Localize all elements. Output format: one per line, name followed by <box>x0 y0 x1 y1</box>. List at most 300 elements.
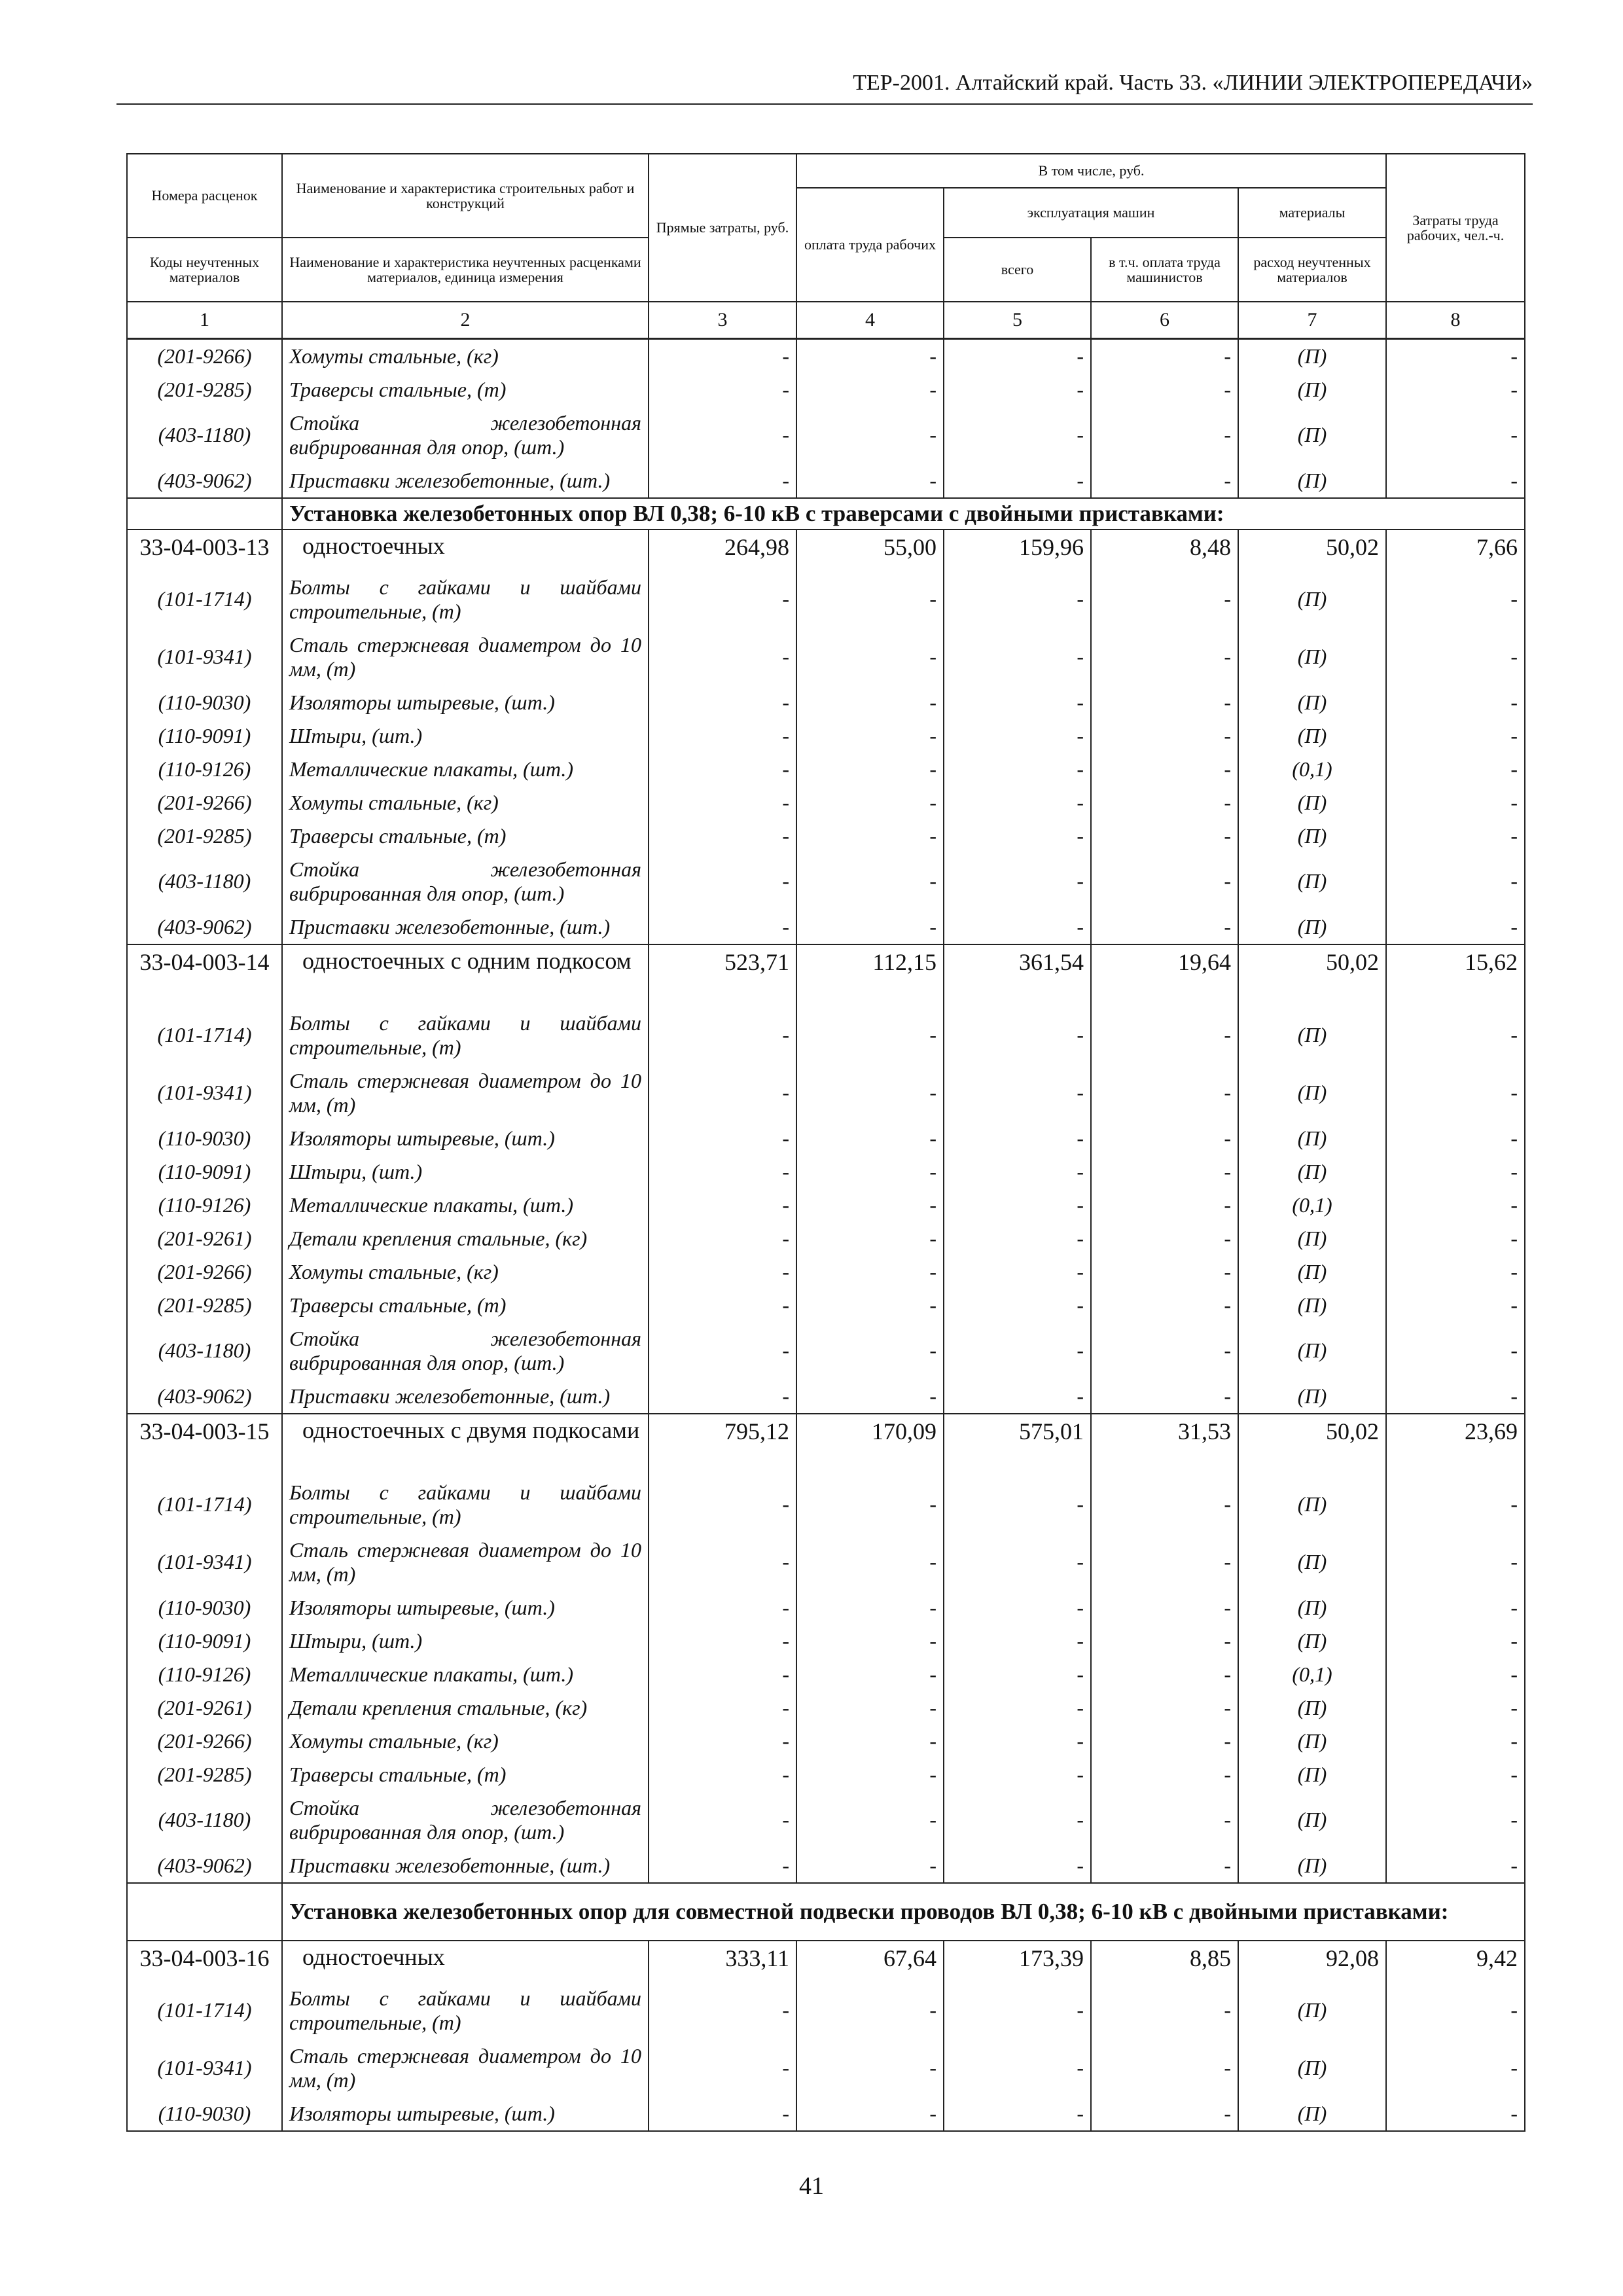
rate-name: одностоечных с одним подкосом <box>282 944 649 1007</box>
material-row <box>127 464 1525 498</box>
rate-code: 33-04-003-14 <box>127 944 282 1007</box>
material-row <box>127 1222 1525 1255</box>
material-code: (101-1714) <box>127 1982 282 2039</box>
value-cell: - <box>1386 686 1525 719</box>
material-row <box>127 686 1525 719</box>
header-divider <box>116 103 1533 105</box>
value-cell: (П) <box>1238 1476 1386 1534</box>
material-code: (101-9341) <box>127 2039 282 2097</box>
material-name: Детали крепления стальные, (кг) <box>282 1691 649 1725</box>
rate-code: 33-04-003-13 <box>127 529 282 571</box>
rate-name: одностоечных <box>282 529 649 571</box>
value-cell: - <box>796 628 944 686</box>
material-code: (201-9285) <box>127 1758 282 1791</box>
material-name: Сталь стержневая диаметром до 10 мм, (т) <box>282 628 649 686</box>
material-name: Приставки железобетонные, (шт.) <box>282 1380 649 1414</box>
material-code: (101-9341) <box>127 628 282 686</box>
header-materials-usage: расход неучтенных материалов <box>1238 238 1386 302</box>
material-row <box>127 571 1525 628</box>
value-cell: 50,02 <box>1238 944 1386 1007</box>
material-name: Стойка железобетонная вибрированная для опор, (шт.) <box>282 853 649 910</box>
value-cell: - <box>796 1591 944 1624</box>
value-cell: 575,01 <box>944 1414 1091 1476</box>
value-cell: - <box>1091 1658 1238 1691</box>
value-cell: 67,64 <box>796 1941 944 1982</box>
header-material-name: Наименование и характеристика неучтенных расценками материалов, единица измерения <box>282 238 649 302</box>
material-name: Изоляторы штыревые, (шт.) <box>282 1591 649 1624</box>
header-rate-numbers: Номера расценок <box>127 154 282 238</box>
value-cell: - <box>1386 1289 1525 1322</box>
value-cell: - <box>796 1849 944 1883</box>
material-name: Изоляторы штыревые, (шт.) <box>282 1122 649 1155</box>
value-cell: - <box>1386 1658 1525 1691</box>
value-cell: 159,96 <box>944 529 1091 571</box>
value-cell: - <box>1386 1189 1525 1222</box>
value-cell: - <box>649 1122 796 1155</box>
value-cell: - <box>649 1222 796 1255</box>
value-cell: - <box>1386 2039 1525 2097</box>
value-cell: - <box>796 1322 944 1380</box>
value-cell: (П) <box>1238 2097 1386 2131</box>
value-cell: - <box>1386 628 1525 686</box>
material-row <box>127 1476 1525 1534</box>
value-cell: - <box>649 1658 796 1691</box>
material-name: Стойка железобетонная вибрированная для опор, (шт.) <box>282 1322 649 1380</box>
value-cell: - <box>1091 406 1238 464</box>
value-cell: - <box>944 719 1091 753</box>
value-cell: - <box>944 819 1091 853</box>
section-spacer <box>127 498 282 529</box>
material-row <box>127 1982 1525 2039</box>
value-cell: - <box>1386 2097 1525 2131</box>
value-cell: (П) <box>1238 1591 1386 1624</box>
value-cell: - <box>796 719 944 753</box>
material-name: Металлические плакаты, (шт.) <box>282 1189 649 1222</box>
material-code: (201-9266) <box>127 339 282 374</box>
value-cell: - <box>944 1849 1091 1883</box>
value-cell: - <box>1091 853 1238 910</box>
value-cell: - <box>1386 1222 1525 1255</box>
material-row <box>127 719 1525 753</box>
material-name: Хомуты стальные, (кг) <box>282 786 649 819</box>
value-cell: 7,66 <box>1386 529 1525 571</box>
value-cell: - <box>649 1591 796 1624</box>
value-cell: - <box>1386 1380 1525 1414</box>
header-machinists-pay: в т.ч. оплата труда машинистов <box>1091 238 1238 302</box>
material-code: (101-1714) <box>127 1007 282 1064</box>
value-cell: (П) <box>1238 628 1386 686</box>
value-cell: - <box>796 339 944 374</box>
value-cell: (П) <box>1238 786 1386 819</box>
value-cell: 112,15 <box>796 944 944 1007</box>
value-cell: - <box>1386 373 1525 406</box>
value-cell: - <box>1091 1189 1238 1222</box>
value-cell: - <box>649 1380 796 1414</box>
value-cell: - <box>1386 1982 1525 2039</box>
value-cell: - <box>1386 1007 1525 1064</box>
material-name: Приставки железобетонные, (шт.) <box>282 910 649 944</box>
value-cell: - <box>1091 373 1238 406</box>
material-row <box>127 1122 1525 1155</box>
material-code: (201-9266) <box>127 786 282 819</box>
column-numbers-row <box>127 302 1525 339</box>
material-row <box>127 1691 1525 1725</box>
value-cell: - <box>1386 1255 1525 1289</box>
value-cell: (П) <box>1238 1289 1386 1322</box>
value-cell: - <box>944 1758 1091 1791</box>
value-cell: 173,39 <box>944 1941 1091 1982</box>
value-cell: (П) <box>1238 1691 1386 1725</box>
value-cell: - <box>649 406 796 464</box>
material-code: (110-9030) <box>127 686 282 719</box>
value-cell: - <box>944 628 1091 686</box>
value-cell: - <box>796 1691 944 1725</box>
value-cell: - <box>796 753 944 786</box>
page-number: 41 <box>799 2172 824 2200</box>
material-row <box>127 1289 1525 1322</box>
value-cell: - <box>796 1380 944 1414</box>
value-cell: - <box>1091 1064 1238 1122</box>
value-cell: (П) <box>1238 686 1386 719</box>
value-cell: - <box>796 1791 944 1849</box>
value-cell: (П) <box>1238 910 1386 944</box>
rate-name: одностоечных с двумя подкосами <box>282 1414 649 1476</box>
header-material-codes: Коды неучтенных материалов <box>127 238 282 302</box>
value-cell: (П) <box>1238 853 1386 910</box>
value-cell: - <box>944 1982 1091 2039</box>
value-cell: - <box>1091 1624 1238 1658</box>
value-cell: - <box>1091 1289 1238 1322</box>
material-name: Траверсы стальные, (т) <box>282 819 649 853</box>
column-number: 6 <box>1091 302 1238 339</box>
value-cell: - <box>1091 719 1238 753</box>
value-cell: - <box>1091 1155 1238 1189</box>
value-cell: (П) <box>1238 1155 1386 1189</box>
value-cell: - <box>944 406 1091 464</box>
value-cell: - <box>1091 339 1238 374</box>
material-code: (403-1180) <box>127 853 282 910</box>
value-cell: - <box>796 1189 944 1222</box>
material-row <box>127 1064 1525 1122</box>
material-name: Хомуты стальные, (кг) <box>282 339 649 374</box>
material-code: (110-9091) <box>127 1624 282 1658</box>
value-cell: - <box>944 1122 1091 1155</box>
value-cell: - <box>796 1007 944 1064</box>
value-cell: (П) <box>1238 1122 1386 1155</box>
material-code: (403-9062) <box>127 1380 282 1414</box>
material-name: Траверсы стальные, (т) <box>282 373 649 406</box>
value-cell: 50,02 <box>1238 529 1386 571</box>
value-cell: - <box>1386 1155 1525 1189</box>
material-row <box>127 339 1525 374</box>
value-cell: - <box>796 1064 944 1122</box>
value-cell: - <box>649 819 796 853</box>
value-cell: - <box>649 1189 796 1222</box>
value-cell: (П) <box>1238 1534 1386 1591</box>
value-cell: 8,85 <box>1091 1941 1238 1982</box>
value-cell: - <box>944 571 1091 628</box>
value-cell: - <box>1091 2039 1238 2097</box>
value-cell: - <box>944 1534 1091 1591</box>
material-row <box>127 2097 1525 2131</box>
value-cell: - <box>1386 1624 1525 1658</box>
material-name: Хомуты стальные, (кг) <box>282 1255 649 1289</box>
material-row <box>127 1380 1525 1414</box>
value-cell: - <box>1386 1064 1525 1122</box>
material-row <box>127 1725 1525 1758</box>
value-cell: 19,64 <box>1091 944 1238 1007</box>
rate-code: 33-04-003-15 <box>127 1414 282 1476</box>
value-cell: - <box>649 1007 796 1064</box>
material-row <box>127 753 1525 786</box>
material-name: Болты с гайками и шайбами строительные, (т) <box>282 1982 649 2039</box>
value-cell: - <box>649 2039 796 2097</box>
material-code: (201-9266) <box>127 1725 282 1758</box>
value-cell: - <box>649 1849 796 1883</box>
value-cell: 795,12 <box>649 1414 796 1476</box>
material-code: (110-9030) <box>127 2097 282 2131</box>
table-body <box>127 339 1525 2132</box>
header-direct-costs: Прямые затраты, руб. <box>649 154 796 302</box>
material-name: Болты с гайками и шайбами строительные, (т) <box>282 571 649 628</box>
material-code: (403-1180) <box>127 406 282 464</box>
value-cell: - <box>649 339 796 374</box>
value-cell: - <box>944 2039 1091 2097</box>
value-cell: - <box>796 1758 944 1791</box>
value-cell: - <box>944 853 1091 910</box>
header-labor-pay: оплата труда рабочих <box>796 188 944 302</box>
material-row <box>127 853 1525 910</box>
value-cell: - <box>649 1476 796 1534</box>
value-cell: (П) <box>1238 1007 1386 1064</box>
material-name: Приставки железобетонные, (шт.) <box>282 464 649 498</box>
value-cell: - <box>1386 910 1525 944</box>
value-cell: - <box>1091 628 1238 686</box>
value-cell: (П) <box>1238 1322 1386 1380</box>
value-cell: - <box>944 686 1091 719</box>
value-cell: (П) <box>1238 1255 1386 1289</box>
value-cell: (0,1) <box>1238 1189 1386 1222</box>
value-cell: (П) <box>1238 1791 1386 1849</box>
value-cell: 15,62 <box>1386 944 1525 1007</box>
material-row <box>127 1591 1525 1624</box>
value-cell: (П) <box>1238 819 1386 853</box>
value-cell: - <box>649 1758 796 1791</box>
value-cell: - <box>1386 1476 1525 1534</box>
material-name: Траверсы стальные, (т) <box>282 1758 649 1791</box>
value-cell: - <box>944 1658 1091 1691</box>
material-name: Приставки железобетонные, (шт.) <box>282 1849 649 1883</box>
material-code: (201-9285) <box>127 819 282 853</box>
value-cell: - <box>944 1155 1091 1189</box>
value-cell: - <box>649 1624 796 1658</box>
material-row <box>127 1534 1525 1591</box>
value-cell: - <box>944 1691 1091 1725</box>
value-cell: - <box>1091 1322 1238 1380</box>
material-name: Сталь стержневая диаметром до 10 мм, (т) <box>282 2039 649 2097</box>
value-cell: - <box>1091 1007 1238 1064</box>
value-cell: 92,08 <box>1238 1941 1386 1982</box>
value-cell: 9,42 <box>1386 1941 1525 1982</box>
value-cell: - <box>649 464 796 498</box>
value-cell: - <box>1386 339 1525 374</box>
material-row <box>127 1189 1525 1222</box>
value-cell: (П) <box>1238 1849 1386 1883</box>
value-cell: - <box>944 1255 1091 1289</box>
value-cell: 31,53 <box>1091 1414 1238 1476</box>
value-cell: - <box>944 1725 1091 1758</box>
value-cell: - <box>796 1289 944 1322</box>
value-cell: (П) <box>1238 2039 1386 2097</box>
material-name: Стойка железобетонная вибрированная для опор, (шт.) <box>282 1791 649 1849</box>
value-cell: - <box>649 1255 796 1289</box>
value-cell: - <box>944 1289 1091 1322</box>
material-code: (110-9091) <box>127 1155 282 1189</box>
column-number: 7 <box>1238 302 1386 339</box>
value-cell: - <box>796 2039 944 2097</box>
value-cell: - <box>944 2097 1091 2131</box>
material-row <box>127 819 1525 853</box>
value-cell: - <box>1091 1591 1238 1624</box>
material-row <box>127 1849 1525 1883</box>
material-code: (101-1714) <box>127 571 282 628</box>
material-code: (201-9285) <box>127 1289 282 1322</box>
material-name: Изоляторы штыревые, (шт.) <box>282 686 649 719</box>
header-work-name: Наименование и характеристика строительных работ и конструкций <box>282 154 649 238</box>
material-code: (110-9091) <box>127 719 282 753</box>
material-name: Металлические плакаты, (шт.) <box>282 753 649 786</box>
value-cell: - <box>1386 1122 1525 1155</box>
material-code: (403-1180) <box>127 1791 282 1849</box>
section-heading: Установка железобетонных опор для совместной подвески проводов ВЛ 0,38; 6-10 кВ с двойными приставками: <box>282 1883 1525 1941</box>
value-cell: - <box>796 1122 944 1155</box>
value-cell: (П) <box>1238 719 1386 753</box>
value-cell: - <box>649 1725 796 1758</box>
value-cell: - <box>1386 1758 1525 1791</box>
value-cell: - <box>1091 464 1238 498</box>
material-code: (403-9062) <box>127 1849 282 1883</box>
material-row <box>127 2039 1525 2097</box>
value-cell: - <box>796 1155 944 1189</box>
value-cell: - <box>1386 1691 1525 1725</box>
value-cell: - <box>649 1534 796 1591</box>
value-cell: - <box>649 571 796 628</box>
value-cell: - <box>944 1189 1091 1222</box>
value-cell: (0,1) <box>1238 753 1386 786</box>
value-cell: - <box>944 464 1091 498</box>
header-machines: эксплуатация машин <box>944 188 1238 238</box>
value-cell: - <box>1091 786 1238 819</box>
column-number: 5 <box>944 302 1091 339</box>
section-spacer <box>127 1883 282 1941</box>
material-row <box>127 406 1525 464</box>
material-row <box>127 1658 1525 1691</box>
value-cell: - <box>1386 464 1525 498</box>
material-name: Штыри, (шт.) <box>282 719 649 753</box>
material-name: Траверсы стальные, (т) <box>282 1289 649 1322</box>
value-cell: - <box>1386 1791 1525 1849</box>
material-name: Болты с гайками и шайбами строительные, (т) <box>282 1007 649 1064</box>
value-cell: - <box>1386 786 1525 819</box>
value-cell: - <box>944 753 1091 786</box>
value-cell: - <box>796 1725 944 1758</box>
value-cell: - <box>796 1476 944 1534</box>
section-heading-row <box>127 498 1525 529</box>
value-cell: 170,09 <box>796 1414 944 1476</box>
value-cell: - <box>796 406 944 464</box>
material-row <box>127 786 1525 819</box>
value-cell: - <box>944 373 1091 406</box>
value-cell: - <box>1091 1691 1238 1725</box>
value-cell: - <box>1091 1758 1238 1791</box>
column-number: 2 <box>282 302 649 339</box>
value-cell: - <box>649 686 796 719</box>
value-cell: - <box>1091 1476 1238 1534</box>
material-code: (201-9285) <box>127 373 282 406</box>
header-labor-costs: Затраты труда рабочих, чел.-ч. <box>1386 154 1525 302</box>
value-cell: - <box>1091 2097 1238 2131</box>
value-cell: (П) <box>1238 1380 1386 1414</box>
value-cell: - <box>649 2097 796 2131</box>
value-cell: - <box>796 571 944 628</box>
value-cell: - <box>944 1791 1091 1849</box>
value-cell: 333,11 <box>649 1941 796 1982</box>
value-cell: 23,69 <box>1386 1414 1525 1476</box>
header-machines-total: всего <box>944 238 1091 302</box>
value-cell: (П) <box>1238 1222 1386 1255</box>
material-row <box>127 1007 1525 1064</box>
value-cell: - <box>796 853 944 910</box>
value-cell: (П) <box>1238 571 1386 628</box>
value-cell: - <box>944 1222 1091 1255</box>
value-cell: (П) <box>1238 1624 1386 1658</box>
value-cell: - <box>1091 1849 1238 1883</box>
table-header <box>127 154 1525 339</box>
value-cell: - <box>649 753 796 786</box>
value-cell: - <box>796 686 944 719</box>
material-name: Штыри, (шт.) <box>282 1624 649 1658</box>
value-cell: - <box>1386 571 1525 628</box>
value-cell: (П) <box>1238 464 1386 498</box>
material-code: (110-9126) <box>127 1189 282 1222</box>
material-row <box>127 1758 1525 1791</box>
material-code: (101-9341) <box>127 1534 282 1591</box>
value-cell: - <box>649 1691 796 1725</box>
value-cell: - <box>1091 1380 1238 1414</box>
header-materials: материалы <box>1238 188 1386 238</box>
value-cell: - <box>1386 719 1525 753</box>
value-cell: - <box>649 719 796 753</box>
value-cell: 264,98 <box>649 529 796 571</box>
value-cell: - <box>944 1322 1091 1380</box>
value-cell: - <box>944 910 1091 944</box>
material-name: Штыри, (шт.) <box>282 1155 649 1189</box>
material-name: Сталь стержневая диаметром до 10 мм, (т) <box>282 1064 649 1122</box>
value-cell: - <box>1091 910 1238 944</box>
page-header: ТЕР-2001. Алтайский край. Часть 33. «ЛИНИИ ЭЛЕКТРОПЕРЕДАЧИ» <box>853 71 1533 95</box>
material-code: (201-9266) <box>127 1255 282 1289</box>
value-cell: - <box>796 1222 944 1255</box>
value-cell: - <box>1091 1534 1238 1591</box>
value-cell: - <box>1386 406 1525 464</box>
value-cell: - <box>796 1534 944 1591</box>
section-heading-row <box>127 1883 1525 1941</box>
value-cell: - <box>944 1624 1091 1658</box>
material-code: (403-9062) <box>127 910 282 944</box>
value-cell: - <box>649 1322 796 1380</box>
value-cell: - <box>1091 1725 1238 1758</box>
value-cell: - <box>944 1380 1091 1414</box>
